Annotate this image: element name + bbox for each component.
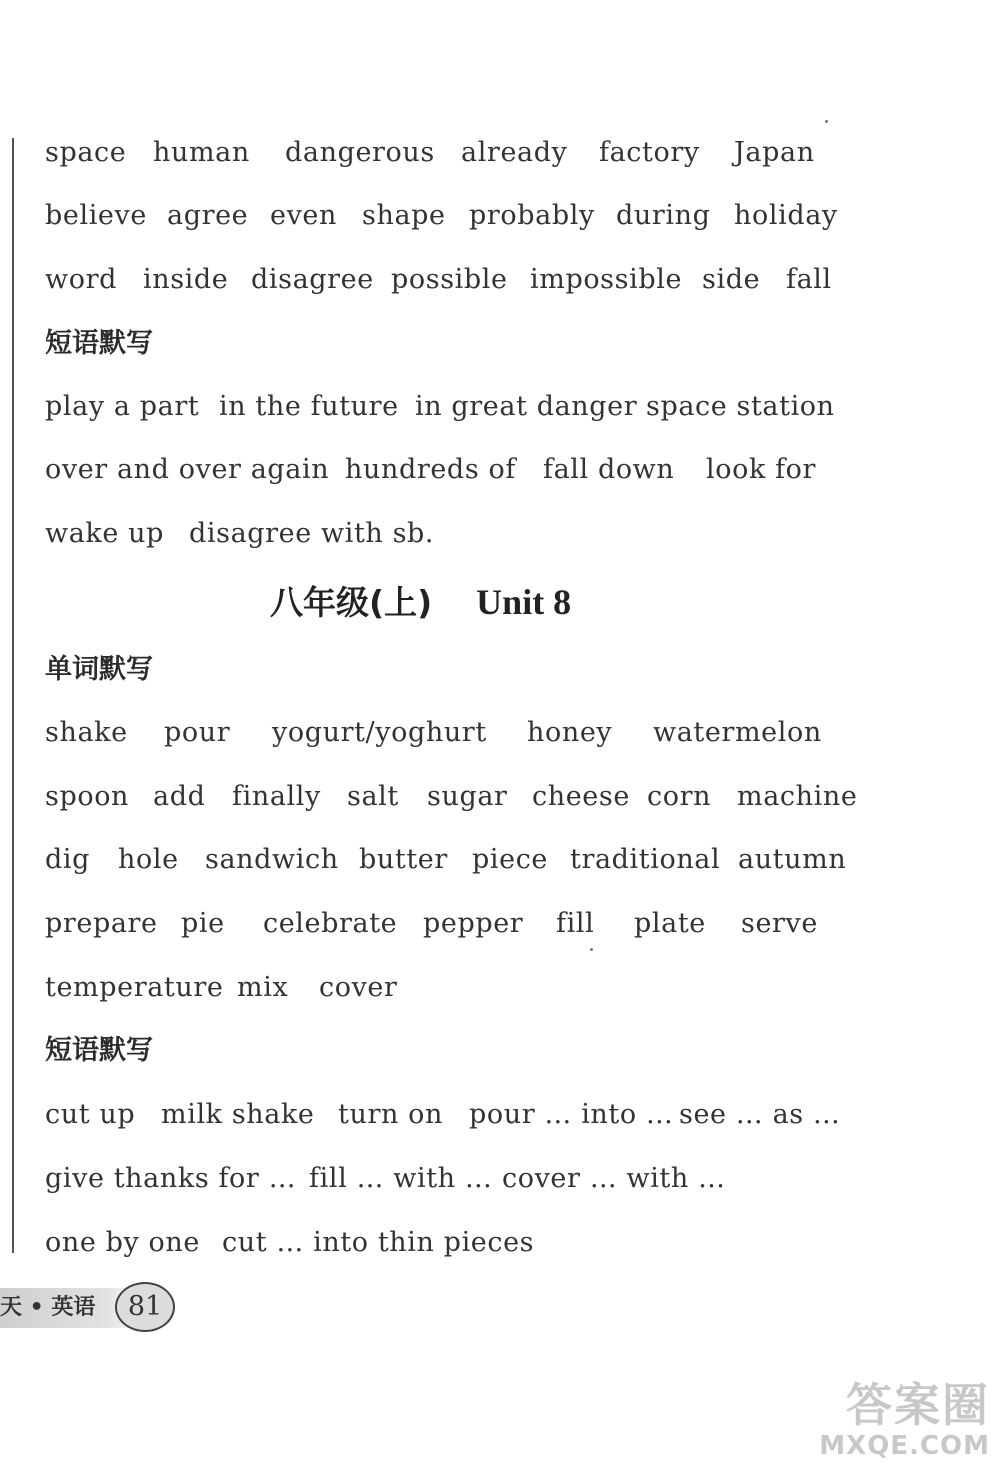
word: holiday xyxy=(734,200,838,231)
section-heading-phrases: 短语默写 xyxy=(45,1035,153,1066)
unit-phrase-line-1 xyxy=(45,1098,841,1132)
unit-word-line-3 xyxy=(45,843,846,877)
word: believe xyxy=(45,200,147,231)
unit-phrase-line-3 xyxy=(45,1226,534,1260)
word: shape xyxy=(362,200,446,231)
left-margin-rule xyxy=(12,138,14,1253)
word: pour xyxy=(164,717,231,748)
word: finally xyxy=(232,781,321,812)
word: impossible xyxy=(530,264,683,295)
unit-word-line-5 xyxy=(45,971,398,1005)
word: pepper xyxy=(423,908,524,939)
phrase: see … as … xyxy=(679,1099,841,1130)
word: fill xyxy=(556,908,595,939)
unit-title xyxy=(270,580,571,625)
word: mix xyxy=(237,972,289,1003)
word: watermelon xyxy=(653,717,822,748)
phrase: disagree with sb. xyxy=(189,518,435,549)
word: shake xyxy=(45,717,128,748)
watermark-url: MXQE.COM xyxy=(819,1431,990,1461)
word: dangerous xyxy=(285,137,435,168)
word: agree xyxy=(167,200,249,231)
page-number-badge: 81 xyxy=(115,1282,175,1332)
unit-title-grade: 八年级(上) xyxy=(270,583,433,622)
word: machine xyxy=(737,781,858,812)
word: plate xyxy=(634,908,706,939)
word: inside xyxy=(143,264,229,295)
phrase: wake up xyxy=(45,518,165,549)
word: Japan xyxy=(734,137,815,168)
phrase-line-1 xyxy=(45,390,835,424)
phrase: look for xyxy=(706,454,817,485)
unit-word-line-4 xyxy=(45,907,818,941)
word: piece xyxy=(472,844,548,875)
word-line-2 xyxy=(45,199,838,233)
word: corn xyxy=(647,781,712,812)
footer-label: 天 • 英语 xyxy=(0,1295,96,1320)
word: prepare xyxy=(45,908,158,939)
word: yogurt/yoghurt xyxy=(272,717,487,748)
phrase: milk shake xyxy=(161,1099,315,1130)
word: pie xyxy=(181,908,225,939)
word: serve xyxy=(741,908,818,939)
word: space xyxy=(45,137,127,168)
scan-speck xyxy=(825,120,828,123)
phrase: one by one xyxy=(45,1227,200,1258)
unit-word-line-1 xyxy=(45,716,822,750)
unit-phrase-line-2 xyxy=(45,1162,726,1196)
page-footer xyxy=(0,1282,180,1332)
watermark-text: 答案圈 xyxy=(846,1378,990,1432)
word: word xyxy=(45,264,117,295)
word-line-3 xyxy=(45,263,832,297)
word: autumn xyxy=(738,844,847,875)
watermark-logo xyxy=(750,1378,990,1463)
word: disagree xyxy=(251,264,374,295)
scan-speck xyxy=(590,948,593,951)
word: butter xyxy=(359,844,448,875)
word: probably xyxy=(469,200,595,231)
unit-word-line-2 xyxy=(45,780,857,814)
phrase: hundreds of xyxy=(345,454,516,485)
word: hole xyxy=(118,844,179,875)
word: dig xyxy=(45,844,91,875)
word: fall xyxy=(786,264,832,295)
phrase: cut … into thin pieces xyxy=(222,1227,535,1258)
phrase-line-3 xyxy=(45,517,434,551)
word: sandwich xyxy=(205,844,339,875)
phrase-line-2 xyxy=(45,453,816,487)
phrase: space station xyxy=(646,391,835,422)
phrase: turn on xyxy=(338,1099,443,1130)
word: human xyxy=(153,137,250,168)
unit-title-unit: Unit 8 xyxy=(476,582,572,622)
word: add xyxy=(153,781,206,812)
phrase: cover … with … xyxy=(502,1163,726,1194)
word: even xyxy=(270,200,337,231)
phrase: in the future xyxy=(219,391,399,422)
word: celebrate xyxy=(263,908,398,939)
word: cover xyxy=(319,972,398,1003)
word: cheese xyxy=(532,781,630,812)
section-heading-phrases: 短语默写 xyxy=(45,328,153,359)
word: factory xyxy=(599,137,700,168)
word: during xyxy=(616,200,711,231)
phrase: fill … with … xyxy=(309,1163,493,1194)
word: spoon xyxy=(45,781,130,812)
phrase: in great danger xyxy=(415,391,638,422)
phrase: play a part xyxy=(45,391,200,422)
word: honey xyxy=(527,717,613,748)
phrase: cut up xyxy=(45,1099,136,1130)
word: traditional xyxy=(570,844,721,875)
word: salt xyxy=(347,781,399,812)
phrase: fall down xyxy=(543,454,675,485)
word-line-1 xyxy=(45,136,815,170)
word: sugar xyxy=(427,781,508,812)
section-heading-words: 单词默写 xyxy=(45,654,153,685)
word: side xyxy=(702,264,761,295)
phrase: over and over again xyxy=(45,454,330,485)
word: possible xyxy=(391,264,508,295)
word: temperature xyxy=(45,972,224,1003)
phrase: pour … into … xyxy=(469,1099,674,1130)
word: already xyxy=(461,137,568,168)
phrase: give thanks for … xyxy=(45,1163,297,1194)
